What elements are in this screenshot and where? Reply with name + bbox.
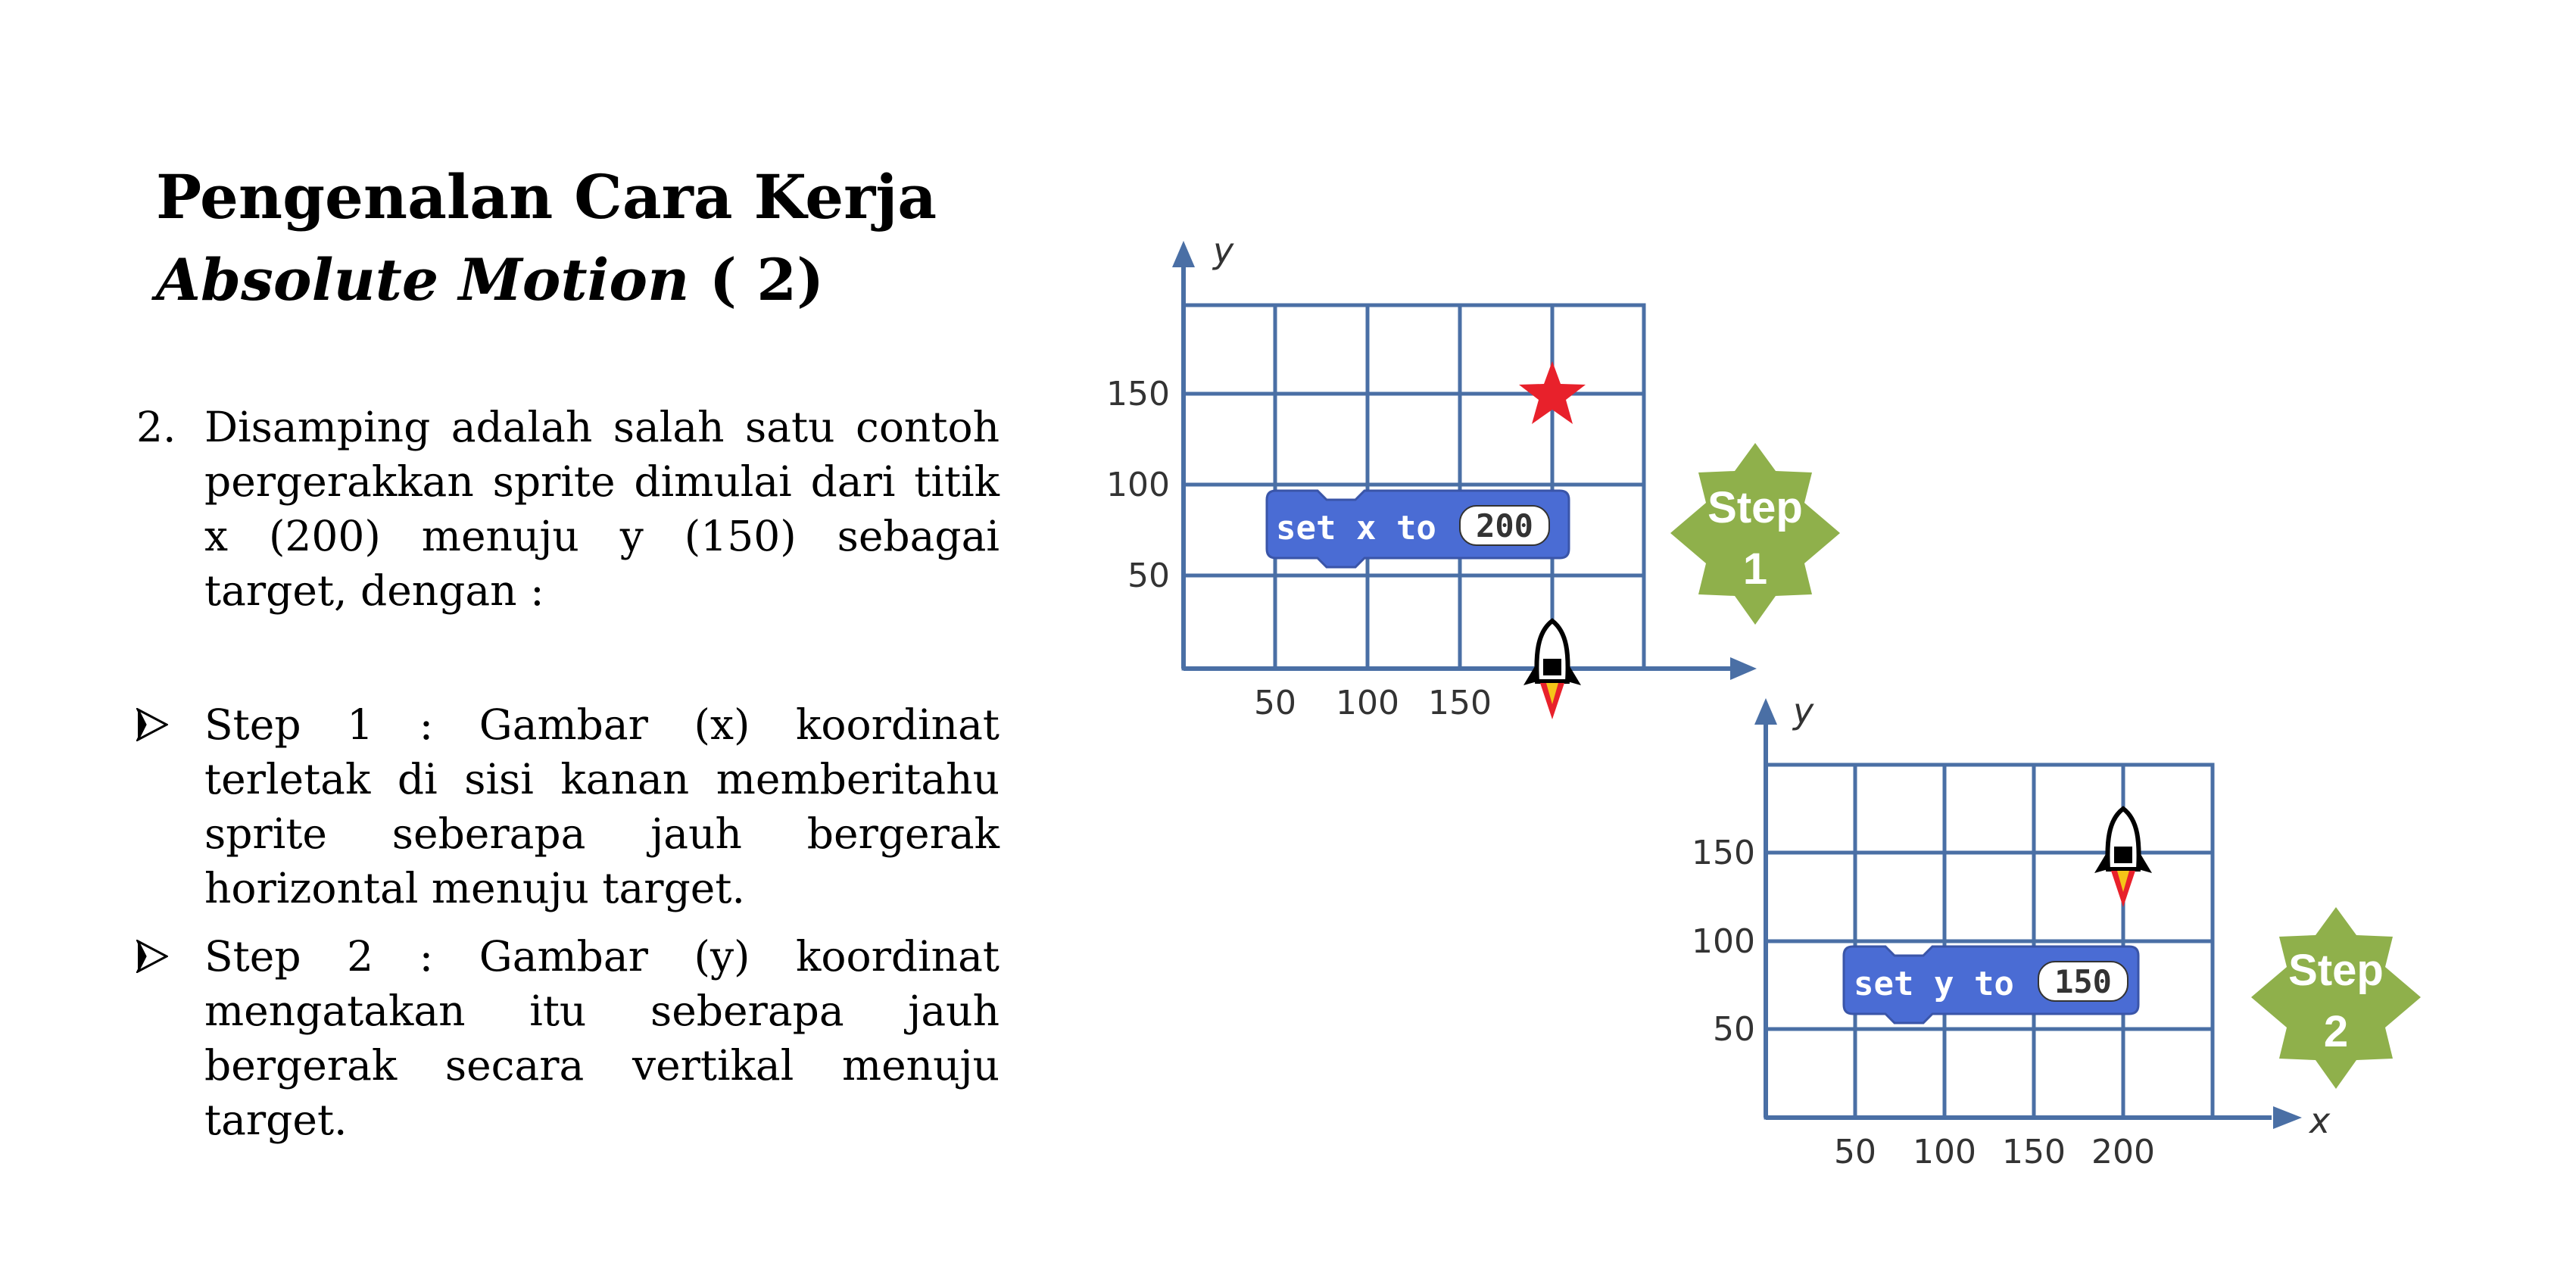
set-x-block-label: set x to <box>1276 509 1436 547</box>
step2-x-tick: 50 <box>1834 1133 1876 1171</box>
step1-y-tick: 50 <box>1127 557 1170 595</box>
title-italic: Absolute Motion <box>156 246 690 313</box>
step1-y-tick: 150 <box>1106 375 1170 413</box>
step1-grid <box>1184 305 1644 669</box>
item-number: 2. <box>136 403 176 451</box>
set-y-block <box>1844 947 2138 1023</box>
bullet-text: Step 1 : Gambar (x) koordinat terletak di sisi kanan memberitahu sprite seberapa jauh bergerak horizontal menuju target. <box>204 700 1000 912</box>
step2-grid <box>1766 765 2213 1118</box>
step2-y-tick: 50 <box>1713 1010 1755 1049</box>
bullet-text: Step 2 : Gambar (y) koordinat mengatakan itu seberapa jauh bergerak secara vertikal menuju target. <box>204 932 1000 1144</box>
step2-x-tick: 200 <box>2091 1133 2155 1171</box>
set-y-block-value: 150 <box>2054 963 2112 1000</box>
rocket-sprite-icon <box>2094 809 2152 907</box>
step1-y-tick: 100 <box>1106 466 1170 504</box>
set-x-block <box>1267 491 1569 567</box>
step2-x-axis-label: x <box>2309 1100 2331 1141</box>
title-suffix: ( 2) <box>689 246 825 313</box>
step2-y-arrow-icon <box>1754 698 1777 725</box>
step2-x-tick: 100 <box>1913 1133 1976 1171</box>
set-x-block-value: 200 <box>1476 507 1533 544</box>
step2-y-axis-label: y <box>1793 691 1814 731</box>
item-text: Disamping adalah salah satu contoh pergerakkan sprite dimulai dari titik x (200) menuju y (150) sebagai target, dengan : <box>204 403 1000 615</box>
step2-badge <box>2251 907 2421 1089</box>
step1-diagram <box>1106 230 1840 722</box>
step2-badge-number: 2 <box>2323 1007 2349 1056</box>
step2-diagram <box>1692 691 2421 1171</box>
set-y-block-label: set y to <box>1854 965 2014 1003</box>
step1-x-arrow-icon <box>1730 657 1757 680</box>
step2-y-tick: 150 <box>1692 834 1755 872</box>
step1-x-tick: 150 <box>1428 684 1492 722</box>
title-line-1: Pengenalan Cara Kerja <box>156 161 937 232</box>
step1-badge-number: 1 <box>1742 544 1768 594</box>
step2-y-tick: 100 <box>1692 922 1755 961</box>
step1-badge <box>1670 443 1840 625</box>
step1-y-axis-label: y <box>1213 230 1234 271</box>
step1-badge-label: Step <box>1707 483 1803 532</box>
step1-x-tick: 50 <box>1254 684 1296 722</box>
step2-x-tick: 150 <box>2002 1133 2066 1171</box>
step1-y-arrow-icon <box>1172 241 1195 267</box>
step2-x-arrow-icon <box>2273 1106 2302 1129</box>
step1-x-tick: 100 <box>1336 684 1399 722</box>
step2-badge-label: Step <box>2288 946 2384 995</box>
